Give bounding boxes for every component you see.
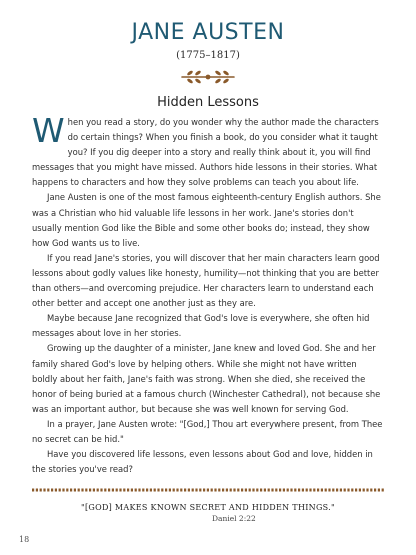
- paragraph-intro-text: hen you read a story, do you wonder why the author made the characters do certain things? When you finish a book, do you consider what it taught you? If you dig deeper into a story and really think about it, you will find messages that you might have missed. Authors hide lessons in their stories. What happens to characters and how they solve problems can teach you about life.: [32, 117, 379, 188]
- dotted-divider: [32, 488, 384, 492]
- page-title: JANE AUSTEN: [131, 20, 285, 45]
- paragraph: Growing up the daughter of a minister, Jane knew and loved God. She and her family shared God's love by helping others. While she might not have written boldly about her faith, Jane's faith was strong. When she died, she received the honor of being buried at a famous church (Winchester Cathedral), not because she was an important author, but because she was well known for serving God.: [32, 343, 381, 414]
- scripture-quote: "[GOD] MAKES KNOWN SECRET AND HIDDEN THINGS.": [81, 503, 335, 512]
- paragraph: Jane Austen is one of the most famous eighteenth-century English authors. She was a Christian who hid valuable life lessons in her work. Jane's stories don't usually mention God like the Bible and some other books do; instead, they show how God wants us to live.: [32, 192, 381, 248]
- page-number: 18: [19, 535, 30, 544]
- section-heading: Hidden Lessons: [157, 95, 259, 110]
- laurel-ornament-icon: [176, 66, 240, 88]
- paragraph: In a prayer, Jane Austen wrote: "[God,] Thou art everywhere present, from Thee no secret can be hid.": [32, 418, 383, 444]
- paragraph: If you read Jane's stories, you will discover that her main characters learn good lessons about godly values like honesty, humility—not thinking that you are better than others—and overcoming prejudice. Her characters learn to understand each other better and accept one another just as they are.: [32, 252, 380, 309]
- paragraph: Have you discovered life lessons, even lessons about God and love, hidden in the stories you've read?: [32, 449, 373, 475]
- drop-cap: W: [32, 111, 65, 150]
- scripture-reference: Daniel 2:22: [212, 514, 256, 523]
- article-body: [32, 111, 384, 477]
- paragraph-intro: [32, 111, 384, 190]
- life-years: (1775–1817): [176, 50, 240, 61]
- paragraph: Maybe because Jane recognized that God's love is everywhere, she often hid messages about love in her stories.: [32, 313, 370, 339]
